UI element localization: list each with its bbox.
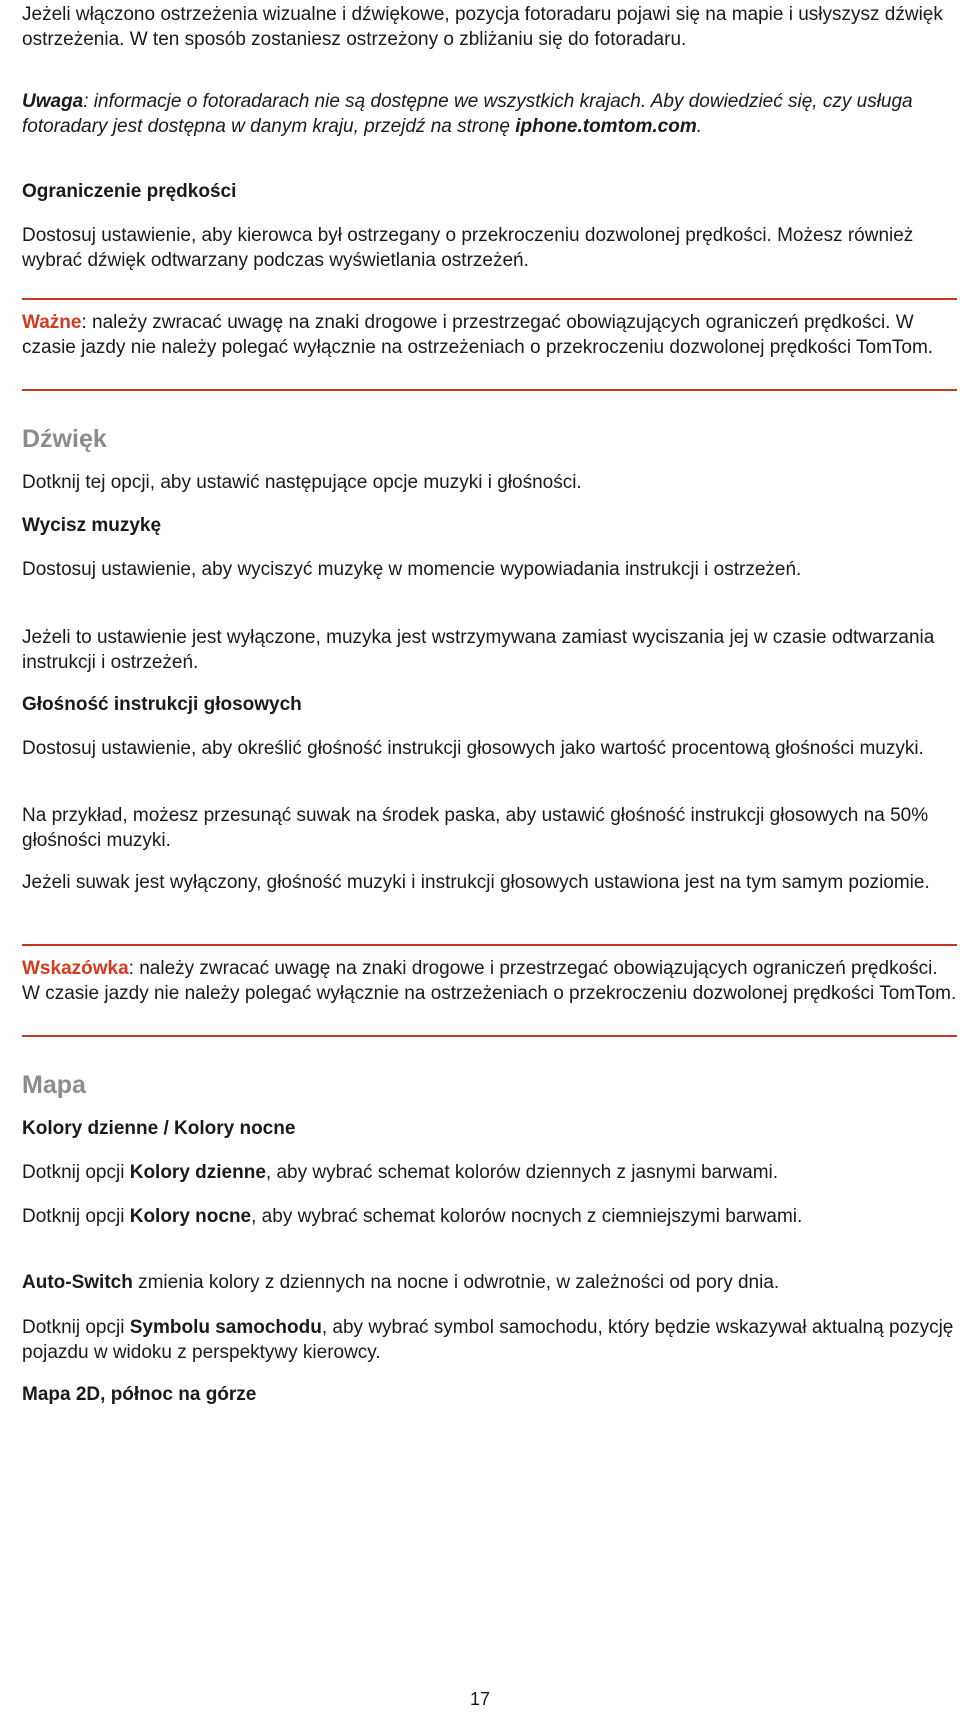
speed-limit-heading: Ograniczenie prędkości xyxy=(22,181,237,202)
sound-intro: Dotknij tej opcji, aby ustawić następujące opcje muzyki i głośności. xyxy=(22,472,582,493)
important-bottom-rule xyxy=(22,389,957,391)
car-symbol-post: , aby wybrać symbol samochodu, który będzie wskazywał aktualną pozycję pojazdu w widoku z perspektywy kierowcy. xyxy=(22,1317,954,1363)
note-paragraph xyxy=(22,89,957,139)
voice-volume-paragraph-3: Jeżeli suwak jest wyłączony, głośność muzyki i instrukcji głosowych ustawiona jest na tym samym poziomie. xyxy=(22,872,930,893)
day-colors-pre: Dotknij opcji xyxy=(22,1162,130,1183)
sound-section-title: Dźwięk xyxy=(22,425,107,453)
intro-paragraph: Jeżeli włączono ostrzeżenia wizualne i dźwiękowe, pozycja fotoradaru pojawi się na mapie i usłyszysz dźwięk ostrzeżenia. W ten sposób zostaniesz ostrzeżony o zbliżaniu się do fotoradaru. xyxy=(22,4,943,50)
car-symbol-paragraph xyxy=(22,1315,957,1365)
note-text: informacje o fotoradarach nie są dostępne we wszystkich krajach. Aby dowiedzieć się, czy usługa fotoradary jest dostępna w danym kraju, przejdź na stronę xyxy=(22,91,913,137)
note-end: . xyxy=(696,116,703,137)
day-colors-post: , aby wybrać schemat kolorów dziennych z jasnymi barwami. xyxy=(265,1162,779,1183)
car-symbol-pre: Dotknij opcji xyxy=(22,1317,130,1338)
important-text: : należy zwracać uwagę na znaki drogowe i przestrzegać obowiązujących ograniczeń prędkości. W czasie jazdy nie należy polegać wyłącznie na ostrzeżeniach o przekroczeniu dozwolonej prędkości TomTom. xyxy=(22,312,934,358)
mute-music-paragraph-1: Dostosuj ustawienie, aby wyciszyć muzykę w momencie wypowiadania instrukcji i ostrzeżeń. xyxy=(22,559,802,580)
car-symbol-option: Symbolu samochodu xyxy=(129,1317,322,1338)
important-top-rule xyxy=(22,298,957,300)
tip-label: Wskazówka xyxy=(22,958,129,979)
day-colors-option: Kolory dzienne xyxy=(129,1162,266,1183)
night-colors-post: , aby wybrać schemat kolorów nocnych z ciemniejszymi barwami. xyxy=(251,1206,803,1227)
note-label: Uwaga xyxy=(22,91,84,112)
night-colors-option: Kolory nocne xyxy=(129,1206,252,1227)
tip-text: : należy zwracać uwagę na znaki drogowe i przestrzegać obowiązujących ograniczeń prędkości. W czasie jazdy nie należy polegać wyłącznie na ostrzeżeniach o przekroczeniu dozwolonej prędkości TomTom. xyxy=(22,958,957,1004)
auto-switch-post: zmienia kolory z dziennych na nocne i odwrotnie, w zależności od pory dnia. xyxy=(132,1272,780,1293)
map-2d-north-up-heading: Mapa 2D, północ na górze xyxy=(22,1384,257,1405)
tip-bottom-rule xyxy=(22,1035,957,1037)
auto-switch-paragraph xyxy=(22,1270,957,1295)
mute-music-heading: Wycisz muzykę xyxy=(22,515,162,536)
night-colors-pre: Dotknij opcji xyxy=(22,1206,130,1227)
map-section-title: Mapa xyxy=(22,1071,86,1099)
tip-paragraph xyxy=(22,956,957,1006)
day-night-colors-heading: Kolory dzienne / Kolory nocne xyxy=(22,1118,296,1139)
important-paragraph xyxy=(22,310,957,360)
page-number: 17 xyxy=(469,1689,491,1709)
mute-music-paragraph-2: Jeżeli to ustawienie jest wyłączone, muzyka jest wstrzymywana zamiast wyciszania jej w czasie odtwarzania instrukcji i ostrzeżeń. xyxy=(22,627,935,673)
speed-limit-paragraph: Dostosuj ustawienie, aby kierowca był ostrzegany o przekroczeniu dozwolonej prędkości. Możesz również wybrać dźwięk odtwarzany podczas wyświetlania ostrzeżeń. xyxy=(22,225,914,271)
voice-volume-heading: Głośność instrukcji głosowych xyxy=(22,694,302,715)
important-label: Ważne xyxy=(22,312,82,333)
tomtom-link[interactable]: iphone.tomtom.com xyxy=(515,116,697,137)
night-colors-paragraph xyxy=(22,1204,957,1229)
voice-volume-paragraph-2: Na przykład, możesz przesunąć suwak na środek paska, aby ustawić głośność instrukcji głosowych na 50% głośności muzyki. xyxy=(22,805,929,851)
day-colors-paragraph xyxy=(22,1160,957,1185)
tip-top-rule xyxy=(22,944,957,946)
voice-volume-paragraph-1: Dostosuj ustawienie, aby określić głośność instrukcji głosowych jako wartość procentową głośności muzyki. xyxy=(22,738,924,759)
auto-switch-option: Auto-Switch xyxy=(22,1272,133,1293)
note-sep: : xyxy=(83,91,89,112)
